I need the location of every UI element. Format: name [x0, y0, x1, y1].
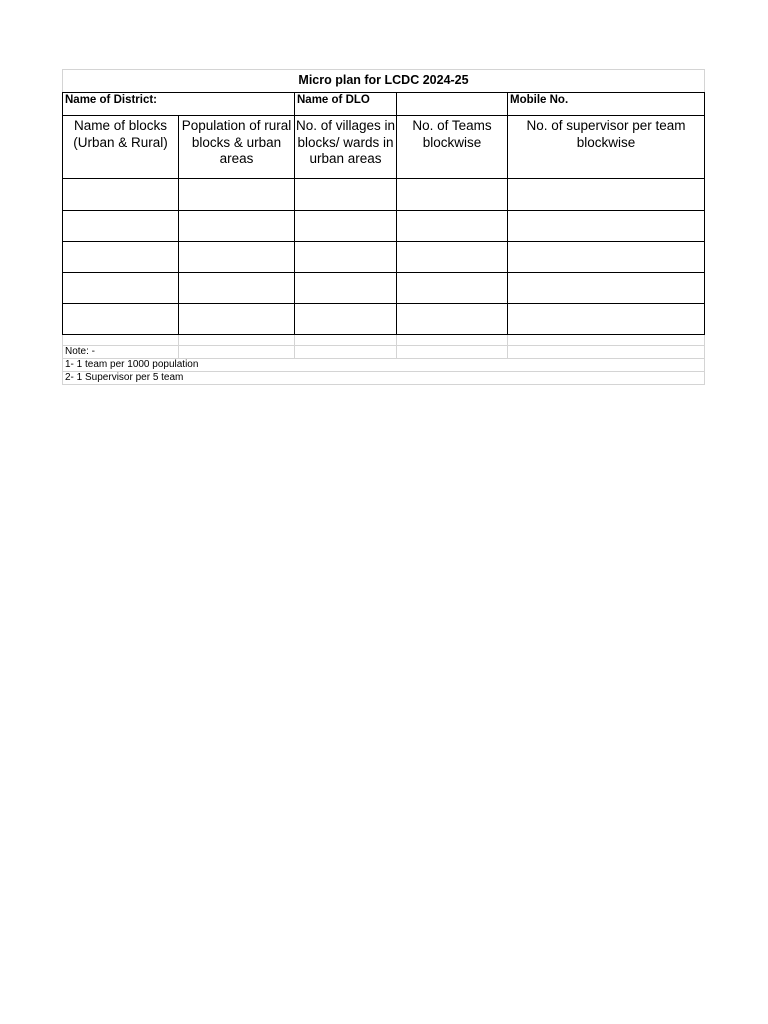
- table-cell[interactable]: [508, 179, 705, 211]
- dlo-label: Name of DLO: [295, 93, 397, 116]
- gap-cell: [397, 335, 508, 346]
- table-cell[interactable]: [179, 273, 295, 304]
- table-cell[interactable]: [179, 211, 295, 242]
- table-cell[interactable]: [295, 179, 397, 211]
- column-header-blocks: Name of blocks (Urban & Rural): [63, 116, 179, 179]
- sheet-title: Micro plan for LCDC 2024-25: [63, 70, 705, 93]
- table-cell[interactable]: [397, 242, 508, 273]
- table-cell[interactable]: [295, 273, 397, 304]
- mobile-label: Mobile No.: [508, 93, 705, 116]
- column-header-villages: No. of villages in blocks/ wards in urban areas: [295, 116, 397, 179]
- table-cell[interactable]: [63, 273, 179, 304]
- table-cell[interactable]: [63, 242, 179, 273]
- table-row: [63, 273, 705, 304]
- column-header-row: [63, 116, 705, 179]
- note-heading-row: [63, 346, 705, 359]
- table-cell[interactable]: [508, 273, 705, 304]
- column-header-teams: No. of Teams blockwise: [397, 116, 508, 179]
- note-item-row: [63, 359, 705, 372]
- gap-cell: [295, 335, 397, 346]
- gap-cell: [63, 335, 179, 346]
- note-empty-cell: [295, 346, 397, 359]
- table-cell[interactable]: [179, 304, 295, 335]
- gap-cell: [508, 335, 705, 346]
- note-item: 1- 1 team per 1000 population: [63, 359, 705, 372]
- table-cell[interactable]: [508, 242, 705, 273]
- district-label: Name of District:: [63, 93, 295, 116]
- table-row: [63, 242, 705, 273]
- note-item: 2- 1 Supervisor per 5 team: [63, 372, 705, 385]
- table-cell[interactable]: [63, 304, 179, 335]
- table-cell[interactable]: [295, 304, 397, 335]
- title-row: [63, 70, 705, 93]
- table-cell[interactable]: [63, 211, 179, 242]
- column-header-population: Population of rural blocks & urban areas: [179, 116, 295, 179]
- note-heading: Note: -: [63, 346, 179, 359]
- table-cell[interactable]: [397, 211, 508, 242]
- dlo-value-cell[interactable]: [397, 93, 508, 116]
- column-header-supervisors: No. of supervisor per team blockwise: [508, 116, 705, 179]
- table-cell[interactable]: [508, 211, 705, 242]
- table-cell[interactable]: [397, 179, 508, 211]
- table-row: [63, 211, 705, 242]
- micro-plan-table: [62, 69, 705, 385]
- table-cell[interactable]: [63, 179, 179, 211]
- table-cell[interactable]: [397, 304, 508, 335]
- table-cell[interactable]: [508, 304, 705, 335]
- table-cell[interactable]: [397, 273, 508, 304]
- table-cell[interactable]: [179, 242, 295, 273]
- table-cell[interactable]: [179, 179, 295, 211]
- table-cell[interactable]: [295, 242, 397, 273]
- note-empty-cell: [179, 346, 295, 359]
- gap-cell: [179, 335, 295, 346]
- note-item-row: [63, 372, 705, 385]
- spacer-row: [63, 335, 705, 346]
- note-empty-cell: [508, 346, 705, 359]
- info-row: [63, 93, 705, 116]
- table-row: [63, 304, 705, 335]
- table-cell[interactable]: [295, 211, 397, 242]
- note-empty-cell: [397, 346, 508, 359]
- table-row: [63, 179, 705, 211]
